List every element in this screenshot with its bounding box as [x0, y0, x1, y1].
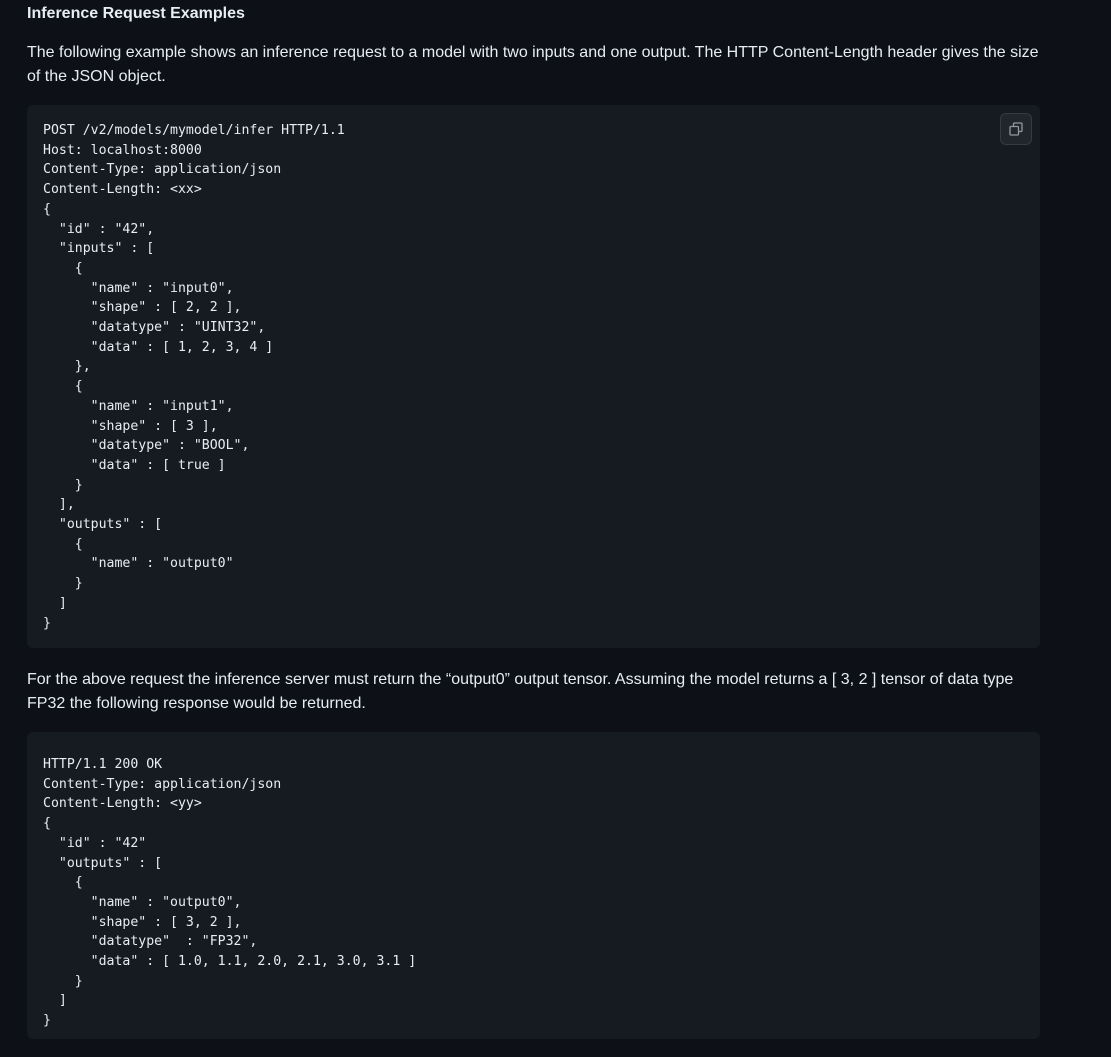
doc-content	[27, 0, 1040, 1039]
section-heading: Inference Request Examples	[27, 5, 245, 22]
request-code-block	[27, 105, 1040, 648]
intro-paragraph: The following example shows an inference request to a model with two inputs and one output. The HTTP Content-Length header gives the size of the JSON object.	[27, 44, 1039, 85]
response-explanation-paragraph: For the above request the inference server must return the “output0” output tensor. Assuming the model returns a [ 3, 2 ] tensor of data type FP32 the following response would be returned.	[27, 671, 1014, 712]
response-code-block	[27, 732, 1040, 1039]
copy-icon	[1008, 121, 1024, 137]
copy-button[interactable]	[1000, 113, 1032, 145]
request-code[interactable]: POST /v2/models/mymodel/infer HTTP/1.1 Host: localhost:8000 Content-Type: application/json Content-Length: <xx> { "id" : "42", "inputs" : [ { "name" : "input0", "shape" : [ 2, 2 ], "datatype" : "UINT32", "data" : [ 1, 2, 3, 4 ] }, { "name" : "input1", "shape" : [ 3 ], "datatype" : "BOOL", "data" : [ true ] } ], "outputs" : [ { "name" : "output0" } ] }	[43, 123, 345, 631]
response-code[interactable]: HTTP/1.1 200 OK Content-Type: application/json Content-Length: <yy> { "id" : "42" "outputs" : [ { "name" : "output0", "shape" : [ 3, 2 ], "datatype" : "FP32", "data" : [ 1.0, 1.1, 2.0, 2.1, 3.0, 3.1 ] } ] }	[43, 757, 417, 1029]
